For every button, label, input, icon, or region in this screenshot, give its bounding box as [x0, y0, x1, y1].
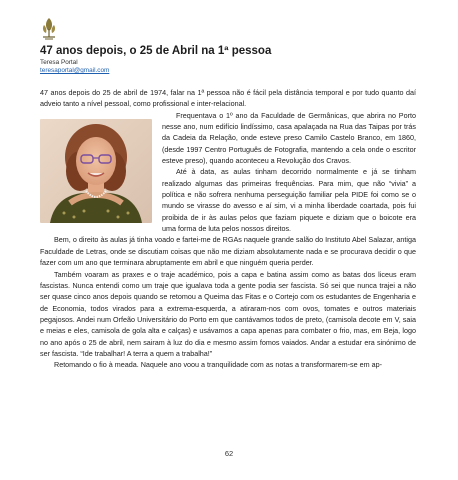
author-portrait-image	[40, 119, 152, 223]
paragraph-2: Frequentava o 1º ano da Faculdade de Germânicas, que abrira no Porto nesse ano, num edifício lindíssimo, casa apalaçada na Rua das Taipas por trás da Cadeia da Relação, onde esteve preso Camilo Castelo Branco, em 1860, (desde 1997 Centro Português de Fotografia, mantendo a cela onde o escritor esteve preso), quando aconteceu a Revolução dos Cravos.	[162, 110, 416, 166]
author-email-link[interactable]: teresaportal@gmail.com	[40, 67, 110, 74]
article-title: 47 anos depois, o 25 de Abril na 1ª pessoa	[40, 45, 272, 57]
paragraph-4: Bem, o direito às aulas já tinha voado e fartei-me de RGAs naquele grande salão do Instituto Abel Salazar, antiga Faculdade de Letras, onde se discutiam coisas que não me diziam absolutamente nada e se procurava decidir o que fazer com um ano que terminara abruptamente em abril e que ninguém queria perder.	[40, 235, 416, 268]
page-number: 62	[224, 449, 234, 458]
paragraph-3: Até à data, as aulas tinham decorrido normalmente e já se tinham realizado algumas das primeiras frequências. Para mim, que não “vivia” a política e não sofrera nenhuma perseguição familiar pela PIDE foi como se o mundo se virasse do avesso e aí sim, vi a minha liberdade coartada, pois fui proibida de ir às aulas pelos que faziam piquete e diziam que o boicote era uma forma de luta pelos nossos direitos.	[162, 167, 416, 234]
author-photo	[40, 119, 152, 223]
paragraph-5: Também voaram as praxes e o traje académico, pois a capa e batina assim como as batas dos liceus eram fascistas. Nunca entendi como um traje que igualava toda a gente podia ser fascista. Só sei que nunca trajei a não ser quase cinco anos depois quando se retomou a Queima das Fitas e o Cortejo com os estudantes de Engenharia e de Economia, todos virados para a extrema-esquerda, a atiraram-nos com ovos, tomates e outros materiais pegajosos. Andei num Orfeão Universitário do Porto em que cantávamos todos de preto, (camisola decote em V, saia e meias e eles, camisola de gola alta e calças) e usávamos a capa apenas para combater o frio, mas, em Beja, logo no ano após o 25 de abril, nem sairam à luz do dia e mesmo assim fomos vaiados. Andar a estudar era sinónimo de ser fascista. “Ide trabalhar! A terra a quem a trabalha!”	[40, 269, 416, 358]
publication-logo-icon	[40, 16, 58, 40]
paragraph-1: 47 anos depois do 25 de abril de 1974, falar na 1ª pessoa não é fácil pela distância temporal e por tudo quanto daí adveio tanto a nível pessoal, como profissional e inter-relacional.	[40, 88, 416, 109]
article-body	[40, 87, 416, 371]
paragraph-6: Retomando o fio à meada. Naquele ano voou a tranquilidade com as notas a transformarem-se em ap-	[54, 360, 383, 370]
author-name: Teresa Portal	[40, 59, 78, 66]
